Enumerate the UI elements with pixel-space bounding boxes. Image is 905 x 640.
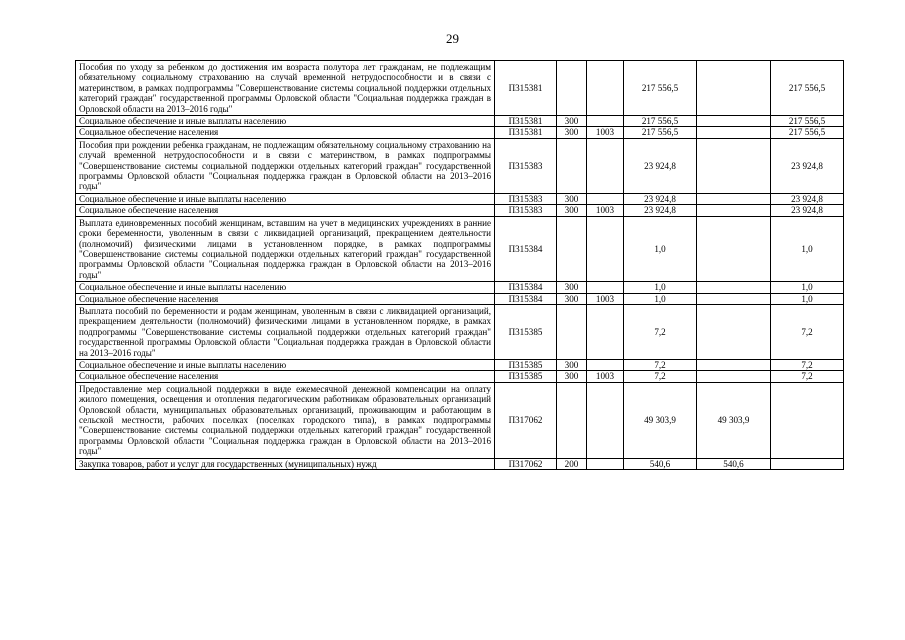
- row-description: Социальное обеспечение и иные выплаты населению: [76, 193, 495, 204]
- row-expense-type: [557, 216, 587, 281]
- row-expense-type: 300: [557, 282, 587, 293]
- row-amount-col2: [697, 193, 771, 204]
- row-description: Пособия при рождении ребенка гражданам, не подлежащим обязательному социальному страхованию на случай временной нетрудоспособности и в связи с материнством, в рамках подпрограммы "Совершенствование системы социальной поддержки отдельных категорий граждан" государственной программы Орловской области "Социальная поддержка граждан в Орловской области на 2013–2016 годы": [76, 138, 495, 193]
- row-description: Социальное обеспечение населения: [76, 127, 495, 138]
- row-amount-total: 23 924,8: [624, 138, 697, 193]
- table-row: [76, 127, 844, 138]
- row-target-code: П315381: [495, 127, 557, 138]
- row-amount-total: 23 924,8: [624, 193, 697, 204]
- row-expense-type: [557, 304, 587, 359]
- row-amount-col2: 540,6: [697, 458, 771, 469]
- row-section-code: [587, 304, 624, 359]
- row-amount-col3: [771, 382, 844, 458]
- row-target-code: П315384: [495, 293, 557, 304]
- row-amount-col2: 49 303,9: [697, 382, 771, 458]
- row-description: Социальное обеспечение и иные выплаты населению: [76, 282, 495, 293]
- row-amount-col3: 217 556,5: [771, 61, 844, 116]
- row-amount-col3: [771, 458, 844, 469]
- row-amount-col3: 7,2: [771, 304, 844, 359]
- row-target-code: П315385: [495, 371, 557, 382]
- row-description: Выплата пособий по беременности и родам женщинам, уволенным в связи с ликвидацией организаций, прекращением деятельности (полномочий) физическими лицами в установленном порядке, в рамках подпрограммы "Совершенствование системы социальной поддержки отдельных категорий граждан" государственной программы Орловской области "Социальная поддержка граждан в Орловской области на 2013–2016 годы": [76, 304, 495, 359]
- row-amount-total: 217 556,5: [624, 127, 697, 138]
- row-amount-col3: 217 556,5: [771, 127, 844, 138]
- row-expense-type: [557, 138, 587, 193]
- row-amount-total: 7,2: [624, 304, 697, 359]
- row-amount-col2: [697, 371, 771, 382]
- row-target-code: П317062: [495, 382, 557, 458]
- row-amount-col2: [697, 61, 771, 116]
- row-description: Социальное обеспечение населения: [76, 293, 495, 304]
- table-row: [76, 293, 844, 304]
- row-amount-col2: [697, 359, 771, 370]
- row-amount-total: 7,2: [624, 359, 697, 370]
- row-amount-total: 1,0: [624, 293, 697, 304]
- row-amount-col2: [697, 293, 771, 304]
- table-row: [76, 304, 844, 359]
- table-row: [76, 382, 844, 458]
- row-amount-col3: 7,2: [771, 359, 844, 370]
- row-amount-col2: [697, 304, 771, 359]
- row-amount-col3: 1,0: [771, 282, 844, 293]
- row-target-code: П315384: [495, 216, 557, 281]
- row-target-code: П315381: [495, 61, 557, 116]
- row-section-code: [587, 138, 624, 193]
- row-section-code: 1003: [587, 371, 624, 382]
- row-expense-type: 300: [557, 205, 587, 216]
- row-section-code: [587, 359, 624, 370]
- row-expense-type: [557, 382, 587, 458]
- row-description: Социальное обеспечение и иные выплаты населению: [76, 359, 495, 370]
- row-amount-col2: [697, 138, 771, 193]
- row-section-code: [587, 193, 624, 204]
- row-description: Закупка товаров, работ и услуг для государственных (муниципальных) нужд: [76, 458, 495, 469]
- row-section-code: [587, 216, 624, 281]
- row-expense-type: 300: [557, 127, 587, 138]
- row-amount-col3: 23 924,8: [771, 193, 844, 204]
- row-description: Предоставление мер социальной поддержки в виде ежемесячной денежной компенсации на оплату жилого помещения, освещения и отопления педагогическим работникам образовательных организаций Орловской области, муниципальных образовательных организаций, проживающим и работающим в сельской местности, рабочих поселках (поселках городского типа), в рамках подпрограммы "Совершенствование системы социальной поддержки отдельных категорий граждан" государственной программы Орловской области "Социальная поддержка граждан в Орловской области на 2013–2016 годы": [76, 382, 495, 458]
- row-target-code: П317062: [495, 458, 557, 469]
- row-section-code: 1003: [587, 293, 624, 304]
- row-section-code: [587, 458, 624, 469]
- row-description: Социальное обеспечение населения: [76, 205, 495, 216]
- row-amount-col3: 1,0: [771, 216, 844, 281]
- row-target-code: П315381: [495, 116, 557, 127]
- row-section-code: 1003: [587, 205, 624, 216]
- table-row: [76, 216, 844, 281]
- row-description: Социальное обеспечение и иные выплаты населению: [76, 116, 495, 127]
- row-amount-col2: [697, 216, 771, 281]
- table-row: [76, 205, 844, 216]
- table-row: [76, 116, 844, 127]
- row-target-code: П315383: [495, 193, 557, 204]
- row-amount-col3: 23 924,8: [771, 138, 844, 193]
- row-amount-col2: [697, 205, 771, 216]
- budget-table: [75, 60, 844, 470]
- row-amount-col3: 217 556,5: [771, 116, 844, 127]
- row-expense-type: 200: [557, 458, 587, 469]
- table-row: [76, 193, 844, 204]
- row-expense-type: [557, 61, 587, 116]
- row-target-code: П315383: [495, 138, 557, 193]
- row-amount-col2: [697, 116, 771, 127]
- row-amount-total: 49 303,9: [624, 382, 697, 458]
- row-section-code: [587, 382, 624, 458]
- row-amount-total: 1,0: [624, 282, 697, 293]
- row-description: Социальное обеспечение населения: [76, 371, 495, 382]
- row-amount-col2: [697, 282, 771, 293]
- table-row: [76, 458, 844, 469]
- budget-table-body: [76, 61, 844, 470]
- row-amount-total: 7,2: [624, 371, 697, 382]
- row-section-code: 1003: [587, 127, 624, 138]
- row-amount-total: 217 556,5: [624, 116, 697, 127]
- row-target-code: П315385: [495, 304, 557, 359]
- row-expense-type: 300: [557, 293, 587, 304]
- row-amount-col3: 1,0: [771, 293, 844, 304]
- row-amount-total: 23 924,8: [624, 205, 697, 216]
- table-row: [76, 359, 844, 370]
- row-expense-type: 300: [557, 193, 587, 204]
- row-target-code: П315384: [495, 282, 557, 293]
- row-target-code: П315383: [495, 205, 557, 216]
- page-number: 29: [446, 31, 459, 46]
- table-row: [76, 282, 844, 293]
- row-expense-type: 300: [557, 116, 587, 127]
- table-row: [76, 61, 844, 116]
- row-expense-type: 300: [557, 359, 587, 370]
- row-amount-col3: 7,2: [771, 371, 844, 382]
- row-amount-total: 217 556,5: [624, 61, 697, 116]
- row-section-code: [587, 282, 624, 293]
- row-target-code: П315385: [495, 359, 557, 370]
- table-row: [76, 138, 844, 193]
- row-description: Пособия по уходу за ребенком до достижения им возраста полутора лет гражданам, не подлежащим обязательному социальному страхованию на случай временной нетрудоспособности и в связи с материнством, в рамках подпрограммы "Совершенствование системы социальной поддержки отдельных категорий граждан" государственной программы Орловской области "Социальная поддержка граждан в Орловской области на 2013–2016 годы": [76, 61, 495, 116]
- row-expense-type: 300: [557, 371, 587, 382]
- row-section-code: [587, 116, 624, 127]
- row-section-code: [587, 61, 624, 116]
- row-amount-col3: 23 924,8: [771, 205, 844, 216]
- row-amount-col2: [697, 127, 771, 138]
- row-amount-total: 540,6: [624, 458, 697, 469]
- row-amount-total: 1,0: [624, 216, 697, 281]
- row-description: Выплата единовременных пособий женщинам, вставшим на учет в медицинских учреждениях в ранние сроки беременности, уволенным в связи с ликвидацией организаций, прекращением деятельности (полномочий) физическими лицами в установленном порядке, в рамках подпрограммы "Совершенствование системы социальной поддержки отдельных категорий граждан" государственной программы Орловской области "Социальная поддержка граждан в Орловской области на 2013–2016 годы": [76, 216, 495, 281]
- table-row: [76, 371, 844, 382]
